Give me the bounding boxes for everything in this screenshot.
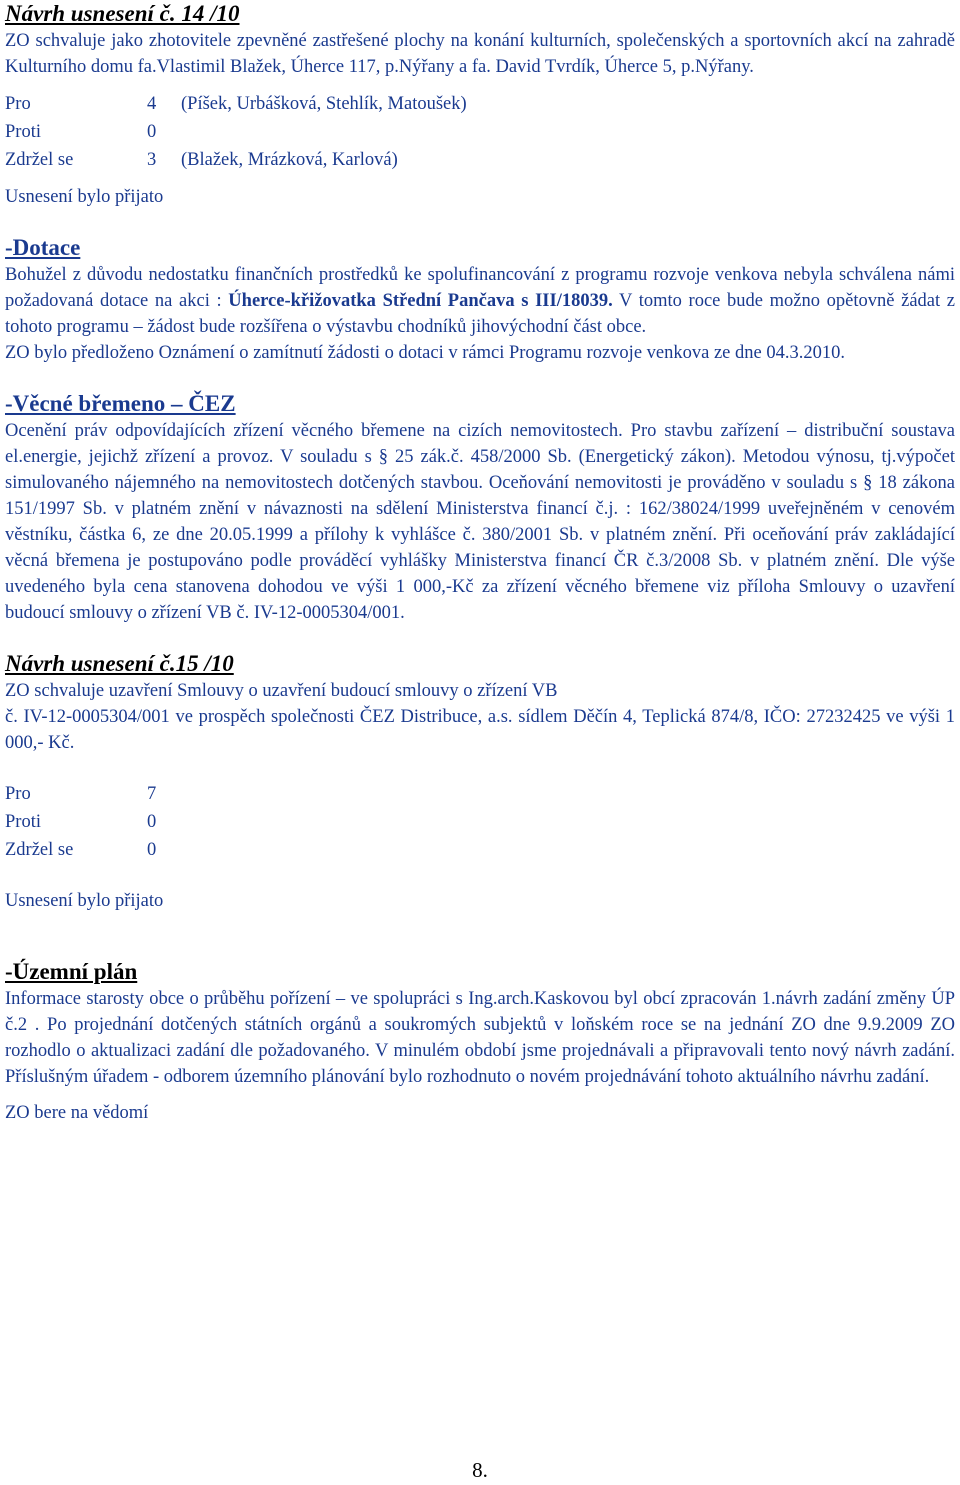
page-number: 8. bbox=[472, 1458, 488, 1482]
section-heading-uzemni-plan: -Územní plán bbox=[5, 959, 138, 984]
vote-count: 4 bbox=[147, 94, 157, 114]
vote-label: Zdržel se bbox=[5, 150, 74, 170]
vote-names: (Píšek, Urbášková, Stehlík, Matoušek) bbox=[181, 94, 467, 114]
bremeno-paragraph: Ocenění práv odpovídajících zřízení věcného břemene na cizích nemovitostech. Pro stavbu zařízení – distribuční soustava el.energie, jejichž zřízení a provoz. V souladu s § 25 zák.č. 458/2000 Sb. (Energetický zákon). Metodou výnosu, tj.výpočet simulovaného nájemného na nemovitostech dotčených stavbou. Oceňování nemovitosti je prováděno v souladu s § 18 zákona 151/1997 Sb. v platném znění v návaznosti na sdělení Ministerstva financí č.j. : 162/38024/1999 uveřejněném v cenovém věstníku, částka 6, ze dne 20.05.1999 a přílohy k vyhlášce č. 380/2001 Sb. v platném znění. Při oceňování práv zakládající věcná břemena je postupováno podle prováděcí vyhlášky Ministerstva financí ČR č.3/2008 Sb. v platném znění. Dle výše uvedeného byla cena stanovena dohodou ve výši 1 000,-Kč za zřízení věcného břemene viz příloha Smlouvy o uzavření budoucí smlouvy o zřízení VB č. IV-12-0005304/001. bbox=[5, 421, 955, 623]
vote-count: 7 bbox=[147, 784, 157, 804]
vote-label: Pro bbox=[5, 784, 31, 804]
dotace-text-start: Bohužel z důvodu nedostatku finančních prostředků ke spolufinancování z programu rozvoje venkova nebyla schválena námi požadovaná dotace na akci : bbox=[5, 265, 955, 311]
proposal-14-result: Usnesení bylo přijato bbox=[5, 187, 164, 207]
proposal-14-heading: Návrh usnesení č. 14 /10 bbox=[5, 1, 240, 26]
vote-label: Proti bbox=[5, 122, 41, 142]
vote-row-zdrzel bbox=[5, 146, 955, 174]
vote-count: 0 bbox=[147, 840, 157, 860]
vote-label: Proti bbox=[5, 812, 41, 832]
section-heading-bremeno: -Věcné břemeno – ČEZ bbox=[5, 391, 236, 416]
uzemni-paragraph: Informace starosty obce o průběhu pořízení – ve spolupráci s Ing.arch.Kaskovou byl obcí zpracován 1.návrh zadání změny ÚP č.2 . Po projednání dotčených státních orgánů a soukromých subjektů v loňském roce se na jednání ZO dne 9.9.2009 ZO rozhodlo o aktualizaci zadání dle požadovaného. V minulém období jsme projednávali a připravovali tento nový návrh zadání. Příslušným úřadem - odborem územního plánování bylo rozhodnuto o novém projednávání tohoto aktuálního návrhu zadání. bbox=[5, 989, 955, 1087]
proposal-15-line-1: ZO schvaluje uzavření Smlouvy o uzavření budoucí smlouvy o zřízení VB bbox=[5, 681, 558, 701]
vote-count: 3 bbox=[147, 150, 157, 170]
vote-row-zdrzel bbox=[5, 836, 955, 864]
vote-label: Zdržel se bbox=[5, 840, 74, 860]
proposal-14-text: ZO schvaluje jako zhotovitele zpevněné zastřešené plochy na konání kulturních, společenských a sportovních akcí na zahradě Kulturního domu fa.Vlastimil Blažek, Úherce 117, p.Nýřany a fa. David Tvrdík, Úherce 5, p.Nýřany. bbox=[5, 31, 955, 77]
dotace-paragraph-2: ZO bylo předloženo Oznámení o zamítnutí žádosti o dotaci v rámci Programu rozvoje venkova ze dne 04.3.2010. bbox=[5, 343, 845, 363]
uzemni-note: ZO bere na vědomí bbox=[5, 1103, 149, 1123]
proposal-15-heading: Návrh usnesení č.15 /10 bbox=[5, 651, 234, 676]
vote-label: Pro bbox=[5, 94, 31, 114]
dotace-text-end: V tomto roce bude možno opětovně žádat z tohoto programu – žádost bude rozšířena o výstavbu chodníků jihovýchodní část obce. bbox=[5, 291, 955, 337]
vote-count: 0 bbox=[147, 122, 157, 142]
proposal-15-votes bbox=[5, 780, 955, 864]
vote-count: 0 bbox=[147, 812, 157, 832]
dotace-paragraph bbox=[5, 262, 955, 340]
dotace-action-name: Úherce-křižovatka Střední Pančava s III/18039. bbox=[228, 291, 613, 311]
vote-row-pro bbox=[5, 780, 955, 808]
vote-names: (Blažek, Mrázková, Karlová) bbox=[181, 150, 398, 170]
proposal-15-result: Usnesení bylo přijato bbox=[5, 891, 164, 911]
vote-row-pro bbox=[5, 90, 955, 118]
section-heading-dotace: -Dotace bbox=[5, 235, 81, 260]
proposal-14-votes bbox=[5, 90, 955, 174]
vote-row-proti bbox=[5, 118, 955, 146]
proposal-15-line-2: č. IV-12-0005304/001 ve prospěch společnosti ČEZ Distribuce, a.s. sídlem Děčín 4, Teplická 874/8, IČO: 27232425 ve výši 1 000,- Kč. bbox=[5, 707, 955, 753]
vote-row-proti bbox=[5, 808, 955, 836]
